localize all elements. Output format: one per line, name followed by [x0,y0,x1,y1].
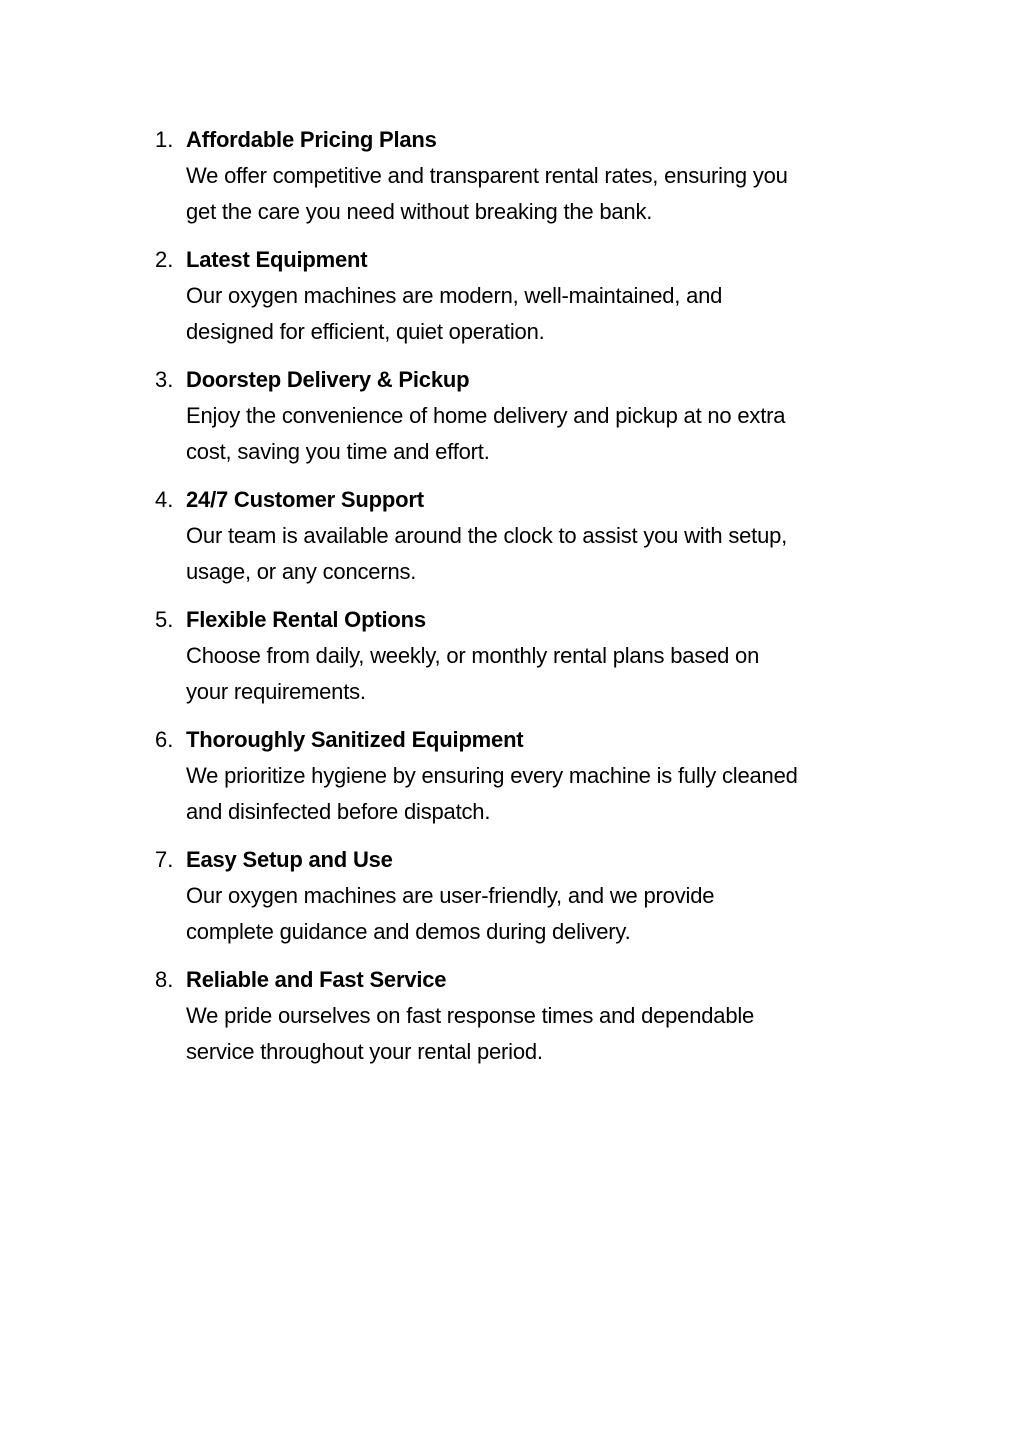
item-title: Reliable and Fast Service [186,967,447,992]
item-description-line: and disinfected before dispatch. [186,799,491,824]
item-description-line: We pride ourselves on fast response times and dependable [186,1003,755,1028]
item-title: Easy Setup and Use [186,847,393,872]
item-description-line: We offer competitive and transparent rental rates, ensuring you [186,163,788,188]
item-title: Latest Equipment [186,247,368,272]
list-item [152,362,912,470]
item-description-line: We prioritize hygiene by ensuring every machine is fully cleaned [186,763,798,788]
item-description-line: Our oxygen machines are modern, well-maintained, and [186,283,723,308]
list-item [152,602,912,710]
item-number: 7. [155,847,174,872]
list-item [152,842,912,950]
item-description-line: Choose from daily, weekly, or monthly rental plans based on [186,643,760,668]
item-description-line: designed for efficient, quiet operation. [186,319,545,344]
item-description-line: Our oxygen machines are user-friendly, and we provide [186,883,715,908]
item-title: Flexible Rental Options [186,607,426,632]
item-number: 3. [155,367,174,392]
benefits-list [152,122,912,1082]
list-item [152,722,912,830]
item-number: 5. [155,607,174,632]
item-title: Doorstep Delivery & Pickup [186,367,470,392]
list-item [152,122,912,230]
item-description-line: Enjoy the convenience of home delivery and pickup at no extra [186,403,786,428]
item-number: 2. [155,247,174,272]
item-description-line: cost, saving you time and effort. [186,439,490,464]
item-number: 6. [155,727,174,752]
item-title: Affordable Pricing Plans [186,127,437,152]
item-number: 8. [155,967,174,992]
item-number: 4. [155,487,174,512]
item-title: 24/7 Customer Support [186,487,424,512]
item-title: Thoroughly Sanitized Equipment [186,727,524,752]
list-item [152,482,912,590]
item-description-line: get the care you need without breaking the bank. [186,199,653,224]
item-description-line: your requirements. [186,679,366,704]
item-description-line: service throughout your rental period. [186,1039,543,1064]
item-description-line: Our team is available around the clock to assist you with setup, [186,523,788,548]
list-item [152,962,912,1070]
item-description-line: complete guidance and demos during delivery. [186,919,631,944]
item-description-line: usage, or any concerns. [186,559,417,584]
list-item [152,242,912,350]
item-number: 1. [155,127,174,152]
